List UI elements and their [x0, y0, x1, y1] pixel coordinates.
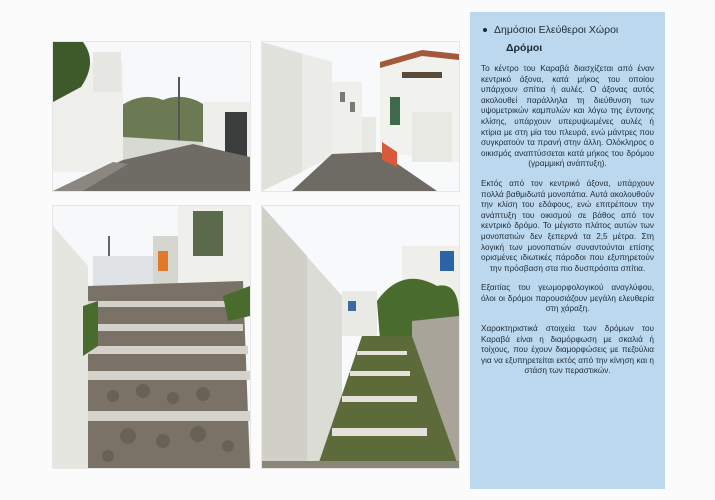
paragraph-stepped-paths: Εκτός από τον κεντρικό άξονα, υπάρχουν πολλά βαθμιδωτά μονοπάτια. Αυτά ακολουθούν την κλίση του εδάφους, ενώ επιτρέπουν την ανάπτυξη του οικισμού σε βάθος από τον κεντρικό δρόμο. Το μέγιστο πλάτος αυτών των μονοπατιών δεν ξεπερνά τα 2,5 μέτρα. Στη λογική των μονοπατιών συναντούνται επίσης ορισμένες ιδιωτικές πάροδοι που εξυπηρετούν την πρόσβαση στα πιο δυσπρόσιτα σπίτια.: [481, 178, 654, 273]
subsection-heading: Δρόμοι: [506, 42, 543, 54]
section-heading: [481, 24, 654, 36]
photo-stepped-path-image: [53, 206, 250, 468]
photo-narrow-steps-image: [262, 206, 459, 468]
description-panel: [470, 12, 665, 489]
photo-white-alley: [262, 42, 459, 191]
photo-main-street: [53, 42, 250, 191]
photo-main-street-image: [53, 42, 250, 191]
bullet-icon: [483, 28, 487, 32]
paragraph-geomorphology: Εξαιτίας του γεωμορφολογικού αναγλύφου, όλοι οι δρόμοι παρουσιάζουν μεγάλη ελευθερία στη χάραξη.: [481, 283, 654, 314]
photo-stepped-path: [53, 206, 250, 468]
paragraph-central-axis: Το κέντρο του Καραβά διασχίζεται από έναν κεντρικό άξονα, κατά μήκος του οποίου υπάρχουν σπίτια ή αυλές. Ο άξονας αυτός ακολουθεί παράλληλα τη διεύθυνση των υψομετρικών καμπυλών και λόγω της έντονης κλίσης, υπάρχουν υπερυψωμένες αυλές ή κτίρια με στη μία του πλευρά, ενώ μάντρες που συγκρατούν τα πρανή στην άλλη. Ολόκληρος ο οικισμός αναπτύσσεται κατά μήκος του δρόμου (γραμμική ανάπτυξη).: [481, 64, 654, 169]
photo-white-alley-image: [262, 42, 459, 191]
photo-narrow-steps: [262, 206, 459, 468]
section-heading-text: Δημόσιοι Ελεύθεροι Χώροι: [494, 24, 619, 36]
paragraph-characteristics: Χαρακτηριστικά στοιχεία των δρόμων του Καραβά είναι η διαμόρφωση με σκαλιά ή τοίχους, που έχουν διαμορφώσεις με πεζούλια για να εξυπηρετείται εκτός από την κίνηση και η στάση των περαστικών.: [481, 324, 654, 376]
